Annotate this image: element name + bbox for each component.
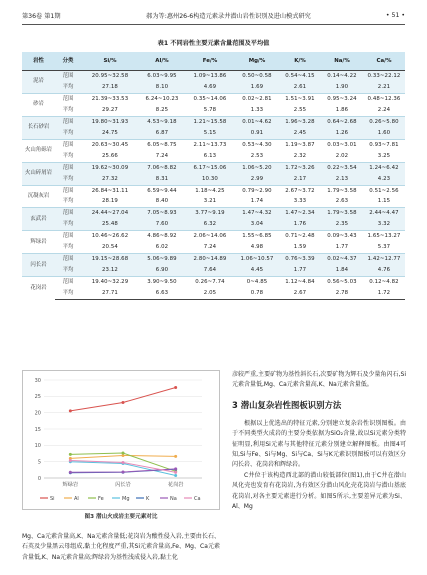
element-comparison-chart xyxy=(22,370,220,510)
average-cell: 8.40 xyxy=(139,196,185,207)
average-cell: 4.76 xyxy=(363,265,405,276)
table-row xyxy=(22,151,405,162)
data-point xyxy=(174,467,177,470)
range-cell: 1.19~3.87 xyxy=(279,139,321,150)
legend-label: Mg xyxy=(122,495,130,502)
table-row xyxy=(22,116,405,127)
rock-type-cell: 长石砂岩 xyxy=(22,116,55,139)
x-tick-label: 辉绿岩 xyxy=(62,482,79,488)
y-tick-label: 15 xyxy=(34,426,41,433)
table-row xyxy=(22,231,405,242)
average-cell: 27.32 xyxy=(81,174,139,185)
y-tick-label: 20 xyxy=(34,410,41,417)
range-cell: 24.44~27.04 xyxy=(81,208,139,219)
average-cell: 5.37 xyxy=(363,242,405,253)
range-cell: 26.84~31.11 xyxy=(81,185,139,196)
data-point xyxy=(174,474,177,477)
average-cell: 3.25 xyxy=(363,151,405,162)
row-kind-cell: 平均 xyxy=(55,174,81,185)
row-kind-cell: 范围 xyxy=(55,208,81,219)
table-row xyxy=(22,219,405,230)
range-cell: 1.18~4.25 xyxy=(185,185,235,196)
range-cell: 3.77~9.19 xyxy=(185,208,235,219)
table-row xyxy=(22,288,405,299)
range-cell: 2.67~3.72 xyxy=(279,185,321,196)
average-cell: 2.13 xyxy=(321,174,363,185)
range-cell: 0.26~7.74 xyxy=(185,277,235,288)
average-cell: 6.63 xyxy=(139,288,185,299)
average-cell: 2.53 xyxy=(235,151,279,162)
range-cell: 0.14~4.22 xyxy=(321,71,363,82)
range-cell: 2.44~4.47 xyxy=(363,208,405,219)
row-kind-cell: 平均 xyxy=(55,105,81,116)
average-cell: 2.35 xyxy=(321,219,363,230)
range-cell: 1.42~12.77 xyxy=(363,254,405,265)
average-cell: 23.12 xyxy=(81,265,139,276)
range-cell: 1.06~5.20 xyxy=(235,162,279,173)
average-cell: 8.10 xyxy=(139,82,185,93)
range-cell: 7.06~8.82 xyxy=(139,162,185,173)
column-header: Si/% xyxy=(103,57,117,64)
legend-label: Al xyxy=(74,495,79,502)
average-cell: 0.91 xyxy=(235,128,279,139)
range-cell: 0.26~5.80 xyxy=(363,116,405,127)
range-cell: 6.24~10.23 xyxy=(139,93,185,104)
average-cell: 6.87 xyxy=(139,128,185,139)
range-cell: 0.02~2.81 xyxy=(235,93,279,104)
legend-label: Ca xyxy=(194,495,201,502)
average-cell: 4.23 xyxy=(363,174,405,185)
average-cell: 6.02 xyxy=(139,242,185,253)
rock-type-cell: 辉绿岩 xyxy=(22,231,55,254)
table-header-row xyxy=(22,52,405,71)
rock-type-cell: 沉凝灰岩 xyxy=(22,185,55,208)
average-cell: 8.31 xyxy=(139,174,185,185)
row-kind-cell: 平均 xyxy=(55,288,81,299)
element-content-table xyxy=(22,52,405,300)
range-cell: 1.79~3.58 xyxy=(321,185,363,196)
average-cell: 1.90 xyxy=(321,82,363,93)
range-cell: 3.90~9.50 xyxy=(139,277,185,288)
header-rule xyxy=(22,24,405,25)
rock-type-cell: 玄武岩 xyxy=(22,208,55,231)
average-cell: 1.60 xyxy=(363,128,405,139)
range-cell: 0.48~12.36 xyxy=(363,93,405,104)
data-point xyxy=(122,470,125,473)
table-row xyxy=(22,185,405,196)
range-cell: 7.05~8.93 xyxy=(139,208,185,219)
average-cell: 4.98 xyxy=(235,242,279,253)
body-paragraph: C井位于该构造西北部的潜山较低部位(图1),由于C井在潜山风化壳也发育有花岗岩,为有效区分潜山风化壳花岗岩与潜山基底花岗岩,对各主要元素进行分析。如图5所示,主要差异元素为Si、Al、Mg xyxy=(232,471,406,511)
average-cell: 6.90 xyxy=(139,265,185,276)
average-cell: 20.54 xyxy=(81,242,139,253)
body-right-column xyxy=(232,370,406,512)
range-cell: 1.12~4.84 xyxy=(279,277,321,288)
row-kind-cell: 平均 xyxy=(55,265,81,276)
body-left-column xyxy=(22,532,220,563)
range-cell: 0.71~2.48 xyxy=(279,231,321,242)
range-cell: 0~4.85 xyxy=(235,277,279,288)
average-cell: 2.67 xyxy=(279,288,321,299)
range-cell: 4.86~8.92 xyxy=(139,231,185,242)
row-kind-cell: 范围 xyxy=(55,231,81,242)
row-kind-cell: 范围 xyxy=(55,71,81,82)
range-cell: 0.22~3.54 xyxy=(321,162,363,173)
range-cell: 1.47~4.32 xyxy=(235,208,279,219)
column-header: Na/% xyxy=(334,57,350,64)
range-cell: 20.95~32.58 xyxy=(81,71,139,82)
average-cell: 2.78 xyxy=(321,288,363,299)
average-cell: 7.64 xyxy=(185,265,235,276)
x-tick-label: 闪长岩 xyxy=(115,482,131,488)
table-row xyxy=(22,254,405,265)
data-point xyxy=(122,452,125,455)
range-cell: 19.15~28.68 xyxy=(81,254,139,265)
row-kind-cell: 范围 xyxy=(55,139,81,150)
range-cell: 1.21~15.58 xyxy=(185,116,235,127)
average-cell: 0.78 xyxy=(235,288,279,299)
average-cell: 1.15 xyxy=(363,196,405,207)
article-title-header: 郝为等:惠州26-6构造元素录井潜山岩性识别及进山模式研究 xyxy=(146,12,311,20)
range-cell: 1.72~3.26 xyxy=(279,162,321,173)
rock-type-cell: 闪长岩 xyxy=(22,254,55,277)
range-cell: 0.01~4.62 xyxy=(235,116,279,127)
y-tick-label: 0 xyxy=(37,475,41,482)
legend-label: Si xyxy=(50,495,55,502)
chart-frame xyxy=(23,371,220,510)
data-point xyxy=(174,471,177,474)
range-cell: 6.05~8.75 xyxy=(139,139,185,150)
range-cell: 20.63~30.45 xyxy=(81,139,139,150)
column-header: Al/% xyxy=(155,57,169,64)
average-cell: 3.21 xyxy=(185,196,235,207)
average-cell: 3.32 xyxy=(363,219,405,230)
volume-issue: 第36卷 第1期 xyxy=(22,12,61,20)
row-kind-cell: 平均 xyxy=(55,242,81,253)
range-cell: 0.79~2.90 xyxy=(235,185,279,196)
average-cell: 28.19 xyxy=(81,196,139,207)
section-heading: 3 潜山复杂岩性图板识别方法 xyxy=(232,399,342,410)
table-row xyxy=(22,128,405,139)
y-tick-label: 5 xyxy=(37,459,41,466)
y-tick-label: 25 xyxy=(34,394,41,401)
range-cell: 1.65~13.27 xyxy=(363,231,405,242)
range-cell: 1.55~6.85 xyxy=(235,231,279,242)
row-kind-cell: 平均 xyxy=(55,128,81,139)
range-cell: 0.09~3.43 xyxy=(321,231,363,242)
average-cell: 7.60 xyxy=(139,219,185,230)
range-cell: 1.96~3.28 xyxy=(279,116,321,127)
average-cell: 3.33 xyxy=(279,196,321,207)
body-paragraph: 根据以上优选出的特征元素,分别建立复杂岩性识别图板。由于不同类型火成岩的主要分类依据为SiO₂含量,故以Si元素分类特征明显,利用Si元素与其他特征元素分别建立解释图板。由图4可知,Si与Fe、Si与Mg、Si与Ca、Si与K元素识别图板可以有效区分闪长岩、花岗岩和辉绿岩。 xyxy=(232,419,406,469)
average-cell: 8.25 xyxy=(139,105,185,116)
range-cell: 19.80~31.93 xyxy=(81,116,139,127)
range-cell: 0.93~7.81 xyxy=(363,139,405,150)
range-cell: 0.64~2.68 xyxy=(321,116,363,127)
average-cell: 1.86 xyxy=(321,105,363,116)
range-cell: 21.39~33.53 xyxy=(81,93,139,104)
range-cell: 1.24~6.42 xyxy=(363,162,405,173)
range-cell: 1.09~13.86 xyxy=(185,71,235,82)
range-cell: 1.06~10.57 xyxy=(235,254,279,265)
y-tick-label: 10 xyxy=(34,443,41,450)
range-cell: 19.62~30.09 xyxy=(81,162,139,173)
table-caption: 表1 不同岩性主要元素含量范围及平均值 xyxy=(157,40,270,47)
average-cell: 1.26 xyxy=(321,128,363,139)
average-cell: 2.61 xyxy=(279,82,321,93)
range-cell: 0.76~3.39 xyxy=(279,254,321,265)
table-row xyxy=(22,93,405,104)
column-header: K/% xyxy=(294,57,306,64)
x-tick-label: 花岗岩 xyxy=(167,482,184,488)
average-cell: 25.48 xyxy=(81,219,139,230)
average-cell: 10.30 xyxy=(185,174,235,185)
column-header: 分类 xyxy=(62,57,74,64)
range-cell: 0.56~5.03 xyxy=(321,277,363,288)
rock-type-cell: 泥岩 xyxy=(22,71,55,94)
range-cell: 1.47~2.34 xyxy=(279,208,321,219)
range-cell: 0.03~3.01 xyxy=(321,139,363,150)
table-row xyxy=(22,105,405,116)
table-row xyxy=(22,71,405,82)
row-kind-cell: 平均 xyxy=(55,196,81,207)
range-cell: 0.54~4.15 xyxy=(279,71,321,82)
data-point xyxy=(69,459,72,462)
legend-label: Fe xyxy=(98,495,104,502)
average-cell: 1.69 xyxy=(235,82,279,93)
body-paragraph: Mg、Ca元素含量高,K、Na元素含量低;花岗岩为酸性侵入岩,主要由长石、石英及少量黑云母组成,黏土化程度严重,其Si元素含量高,Fe、Mg、Ca元素含量低,K、Na元素含量高;辉绿岩为基性浅成侵入岩,黏土化 xyxy=(22,533,220,561)
range-cell: 0.51~2.56 xyxy=(363,185,405,196)
row-kind-cell: 范围 xyxy=(55,116,81,127)
average-cell: 6.13 xyxy=(185,151,235,162)
row-kind-cell: 范围 xyxy=(55,93,81,104)
data-point xyxy=(69,453,72,456)
average-cell: 1.74 xyxy=(235,196,279,207)
average-cell: 2.17 xyxy=(279,174,321,185)
range-cell: 0.53~4.30 xyxy=(235,139,279,150)
average-cell: 29.27 xyxy=(81,105,139,116)
average-cell: 5.15 xyxy=(185,128,235,139)
average-cell: 6.32 xyxy=(185,219,235,230)
range-cell: 2.80~14.89 xyxy=(185,254,235,265)
average-cell: 1.33 xyxy=(235,105,279,116)
data-point xyxy=(122,401,125,404)
range-cell: 0.33~22.12 xyxy=(363,71,405,82)
average-cell: 25.66 xyxy=(81,151,139,162)
body-paragraph: 彦较严重,主要矿物为基性斜长石,次要矿物为辉石及少量角闪石,Si元素含量低,Mg、Ca元素含量高,K、Na元素含量低。 xyxy=(232,371,406,389)
average-cell: 2.99 xyxy=(235,174,279,185)
range-cell: 19.40~32.29 xyxy=(81,277,139,288)
average-cell: 2.05 xyxy=(185,288,235,299)
range-cell: 6.03~9.95 xyxy=(139,71,185,82)
range-cell: 0.12~4.82 xyxy=(363,277,405,288)
column-header: 岩性 xyxy=(33,57,44,64)
table-row xyxy=(22,139,405,150)
row-kind-cell: 范围 xyxy=(55,277,81,288)
row-kind-cell: 平均 xyxy=(55,219,81,230)
data-point xyxy=(174,386,177,389)
rock-type-cell: 火山角砾岩 xyxy=(22,139,55,162)
chart-caption: 图3 潜山火成岩主要元素对比 xyxy=(84,514,158,520)
legend-label: Na xyxy=(170,495,177,502)
y-tick-label: 30 xyxy=(34,377,41,384)
table-row xyxy=(22,162,405,173)
range-cell: 4.53~9.18 xyxy=(139,116,185,127)
average-cell: 2.32 xyxy=(279,151,321,162)
table-row xyxy=(22,82,405,93)
data-point xyxy=(69,409,72,412)
range-cell: 5.06~9.89 xyxy=(139,254,185,265)
table-row xyxy=(22,208,405,219)
average-cell: 1.77 xyxy=(279,265,321,276)
average-cell: 2.02 xyxy=(321,151,363,162)
legend-label: K xyxy=(146,495,150,502)
average-cell: 1.59 xyxy=(279,242,321,253)
row-kind-cell: 平均 xyxy=(55,82,81,93)
average-cell: 2.45 xyxy=(279,128,321,139)
rock-type-cell: 花岗岩 xyxy=(22,277,55,300)
range-cell: 6.59~9.44 xyxy=(139,185,185,196)
average-cell: 27.71 xyxy=(81,288,139,299)
average-cell: 2.63 xyxy=(321,196,363,207)
data-point xyxy=(122,461,125,464)
rock-type-cell: 砂岩 xyxy=(22,93,55,116)
range-cell: 0.35~14.06 xyxy=(185,93,235,104)
average-cell: 2.55 xyxy=(279,105,321,116)
average-cell: 5.78 xyxy=(185,105,235,116)
average-cell: 4.45 xyxy=(235,265,279,276)
table-row xyxy=(22,242,405,253)
data-point xyxy=(174,455,177,458)
row-kind-cell: 平均 xyxy=(55,151,81,162)
column-header: Fe/% xyxy=(202,57,218,64)
table-row xyxy=(22,277,405,288)
average-cell: 3.04 xyxy=(235,219,279,230)
page-number: • 51 • xyxy=(385,11,405,19)
average-cell: 27.18 xyxy=(81,82,139,93)
rock-type-cell: 火山碎屑岩 xyxy=(22,162,55,185)
range-cell: 2.06~14.06 xyxy=(185,231,235,242)
row-kind-cell: 范围 xyxy=(55,254,81,265)
average-cell: 1.76 xyxy=(279,219,321,230)
table-row xyxy=(22,265,405,276)
data-point xyxy=(69,471,72,474)
column-header: Ca/% xyxy=(376,57,392,64)
average-cell: 1.77 xyxy=(321,242,363,253)
row-kind-cell: 范围 xyxy=(55,162,81,173)
average-cell: 2.21 xyxy=(363,82,405,93)
range-cell: 6.17~15.06 xyxy=(185,162,235,173)
range-cell: 10.46~26.62 xyxy=(81,231,139,242)
table-row xyxy=(22,196,405,207)
range-cell: 0.50~0.58 xyxy=(235,71,279,82)
table-row xyxy=(22,174,405,185)
range-cell: 2.11~13.73 xyxy=(185,139,235,150)
average-cell: 7.24 xyxy=(185,242,235,253)
range-cell: 1.51~3.91 xyxy=(279,93,321,104)
average-cell: 1.72 xyxy=(363,288,405,299)
range-cell: 0.95~3.24 xyxy=(321,93,363,104)
row-kind-cell: 范围 xyxy=(55,185,81,196)
average-cell: 7.24 xyxy=(139,151,185,162)
range-cell: 0.02~4.37 xyxy=(321,254,363,265)
running-header xyxy=(22,8,405,22)
range-cell: 1.79~3.58 xyxy=(321,208,363,219)
column-header: Mg/% xyxy=(248,57,266,64)
average-cell: 2.24 xyxy=(363,105,405,116)
average-cell: 4.69 xyxy=(185,82,235,93)
average-cell: 24.75 xyxy=(81,128,139,139)
average-cell: 1.84 xyxy=(321,265,363,276)
